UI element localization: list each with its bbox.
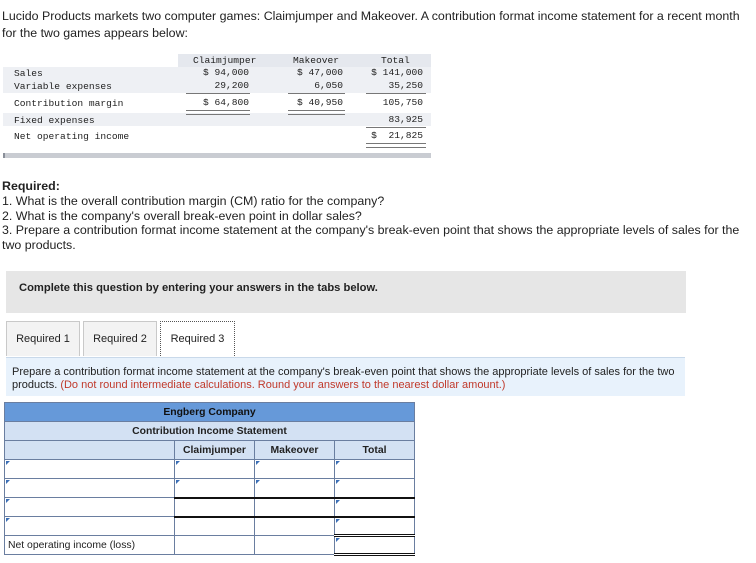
- makeover-cell: [255, 536, 335, 555]
- required-section: [2, 179, 742, 253]
- complete-text: Complete this question by entering your answers in the tabs below.: [19, 282, 378, 294]
- fixed-total: 83,925: [388, 114, 423, 125]
- row-label-noi: Net operating income: [14, 131, 130, 142]
- income-statement: [3, 52, 431, 158]
- underline: [288, 93, 345, 94]
- variable-makeover: 6,050: [314, 80, 343, 91]
- sales-claimjumper: $ 94,000: [202, 67, 249, 78]
- claimjumper-cell[interactable]: [175, 460, 255, 479]
- claimjumper-cell[interactable]: [175, 479, 255, 498]
- amount-input[interactable]: [175, 460, 254, 478]
- amount-input[interactable]: [255, 479, 334, 497]
- sales-makeover: $ 47,000: [296, 67, 343, 78]
- row-label-sales: Sales: [14, 68, 43, 79]
- double-underline: [366, 143, 426, 148]
- company-name: Engberg Company: [5, 403, 415, 422]
- cm-total: 105,750: [382, 97, 423, 108]
- amount-input[interactable]: [335, 518, 414, 535]
- cm-makeover: $ 40,950: [296, 97, 343, 108]
- variable-total: 35,250: [388, 80, 423, 91]
- cm-claimjumper: $ 64,800: [202, 97, 249, 108]
- total-cell[interactable]: [335, 517, 415, 536]
- makeover-cell[interactable]: [255, 479, 335, 498]
- label-select[interactable]: [5, 460, 175, 479]
- answer-table: [4, 402, 415, 556]
- label-input[interactable]: [5, 479, 174, 497]
- double-underline: [186, 110, 250, 115]
- label-select[interactable]: [5, 517, 175, 536]
- noi-total: $ 21,825: [371, 130, 423, 141]
- tab-required-2[interactable]: Required 2: [83, 321, 157, 356]
- question-1: 1. What is the overall contribution margin (CM) ratio for the company?: [2, 193, 385, 208]
- claimjumper-cell: [175, 498, 255, 517]
- tab-required-3[interactable]: Required 3: [160, 321, 235, 356]
- row-label-fixed: Fixed expenses: [14, 115, 95, 126]
- amount-input[interactable]: [335, 537, 414, 553]
- question-3: 3. Prepare a contribution format income statement at the company's break-even point that shows the appropriate levels of sales for the two products.: [2, 223, 740, 253]
- amount-input[interactable]: [335, 499, 414, 516]
- amount-input[interactable]: [255, 460, 334, 478]
- amount-input[interactable]: [335, 460, 414, 478]
- makeover-cell[interactable]: [255, 460, 335, 479]
- total-cell[interactable]: [335, 498, 415, 517]
- claimjumper-cell: [175, 517, 255, 536]
- amount-input[interactable]: [335, 479, 414, 497]
- statement-scrollbar: [3, 153, 431, 158]
- required-heading: Required:: [2, 179, 60, 193]
- label-input[interactable]: [5, 498, 174, 516]
- underline: [366, 93, 426, 94]
- net-operating-income-label: Net operating income (loss): [5, 536, 175, 555]
- col-header-claimjumper: Claimjumper: [193, 55, 257, 66]
- problem-intro: Lucido Products markets two computer games: Claimjumper and Makeover. A contribution format income statement for a recent month for the two games appears below:: [2, 9, 740, 40]
- total-cell[interactable]: [335, 460, 415, 479]
- col-total: Total: [335, 441, 415, 460]
- blank-header: [5, 441, 175, 460]
- total-cell[interactable]: [335, 536, 415, 555]
- amount-input[interactable]: [175, 479, 254, 497]
- tab-instruction: [6, 357, 685, 396]
- statement-title: Contribution Income Statement: [5, 422, 415, 441]
- tab-required-1[interactable]: Required 1: [6, 321, 80, 356]
- label-select[interactable]: [5, 498, 175, 517]
- underline: [366, 127, 426, 128]
- col-header-makeover: Makeover: [293, 55, 340, 66]
- col-claimjumper: Claimjumper: [175, 441, 255, 460]
- col-makeover: Makeover: [255, 441, 335, 460]
- instructions-banner: [6, 271, 686, 313]
- sales-total: $ 141,000: [371, 67, 423, 78]
- makeover-cell: [255, 498, 335, 517]
- label-input[interactable]: [5, 517, 174, 535]
- question-2: 2. What is the company's overall break-even point in dollar sales?: [2, 208, 362, 223]
- label-input[interactable]: [5, 460, 174, 478]
- claimjumper-cell: [175, 536, 255, 555]
- label-select[interactable]: [5, 479, 175, 498]
- underline: [186, 93, 250, 94]
- total-cell[interactable]: [335, 479, 415, 498]
- instruction-note: (Do not round intermediate calculations. Round your answers to the nearest dollar amount.): [60, 379, 506, 391]
- makeover-cell: [255, 517, 335, 536]
- row-label-contribution: Contribution margin: [14, 98, 124, 109]
- col-header-total: Total: [381, 55, 410, 66]
- variable-claimjumper: 29,200: [214, 80, 249, 91]
- instruction-text: Prepare a contribution format income statement at the company's break-even point that shows the appropriate levels of sales for the two products.: [12, 366, 675, 391]
- row-label-variable: Variable expenses: [14, 81, 112, 92]
- double-underline: [288, 110, 345, 115]
